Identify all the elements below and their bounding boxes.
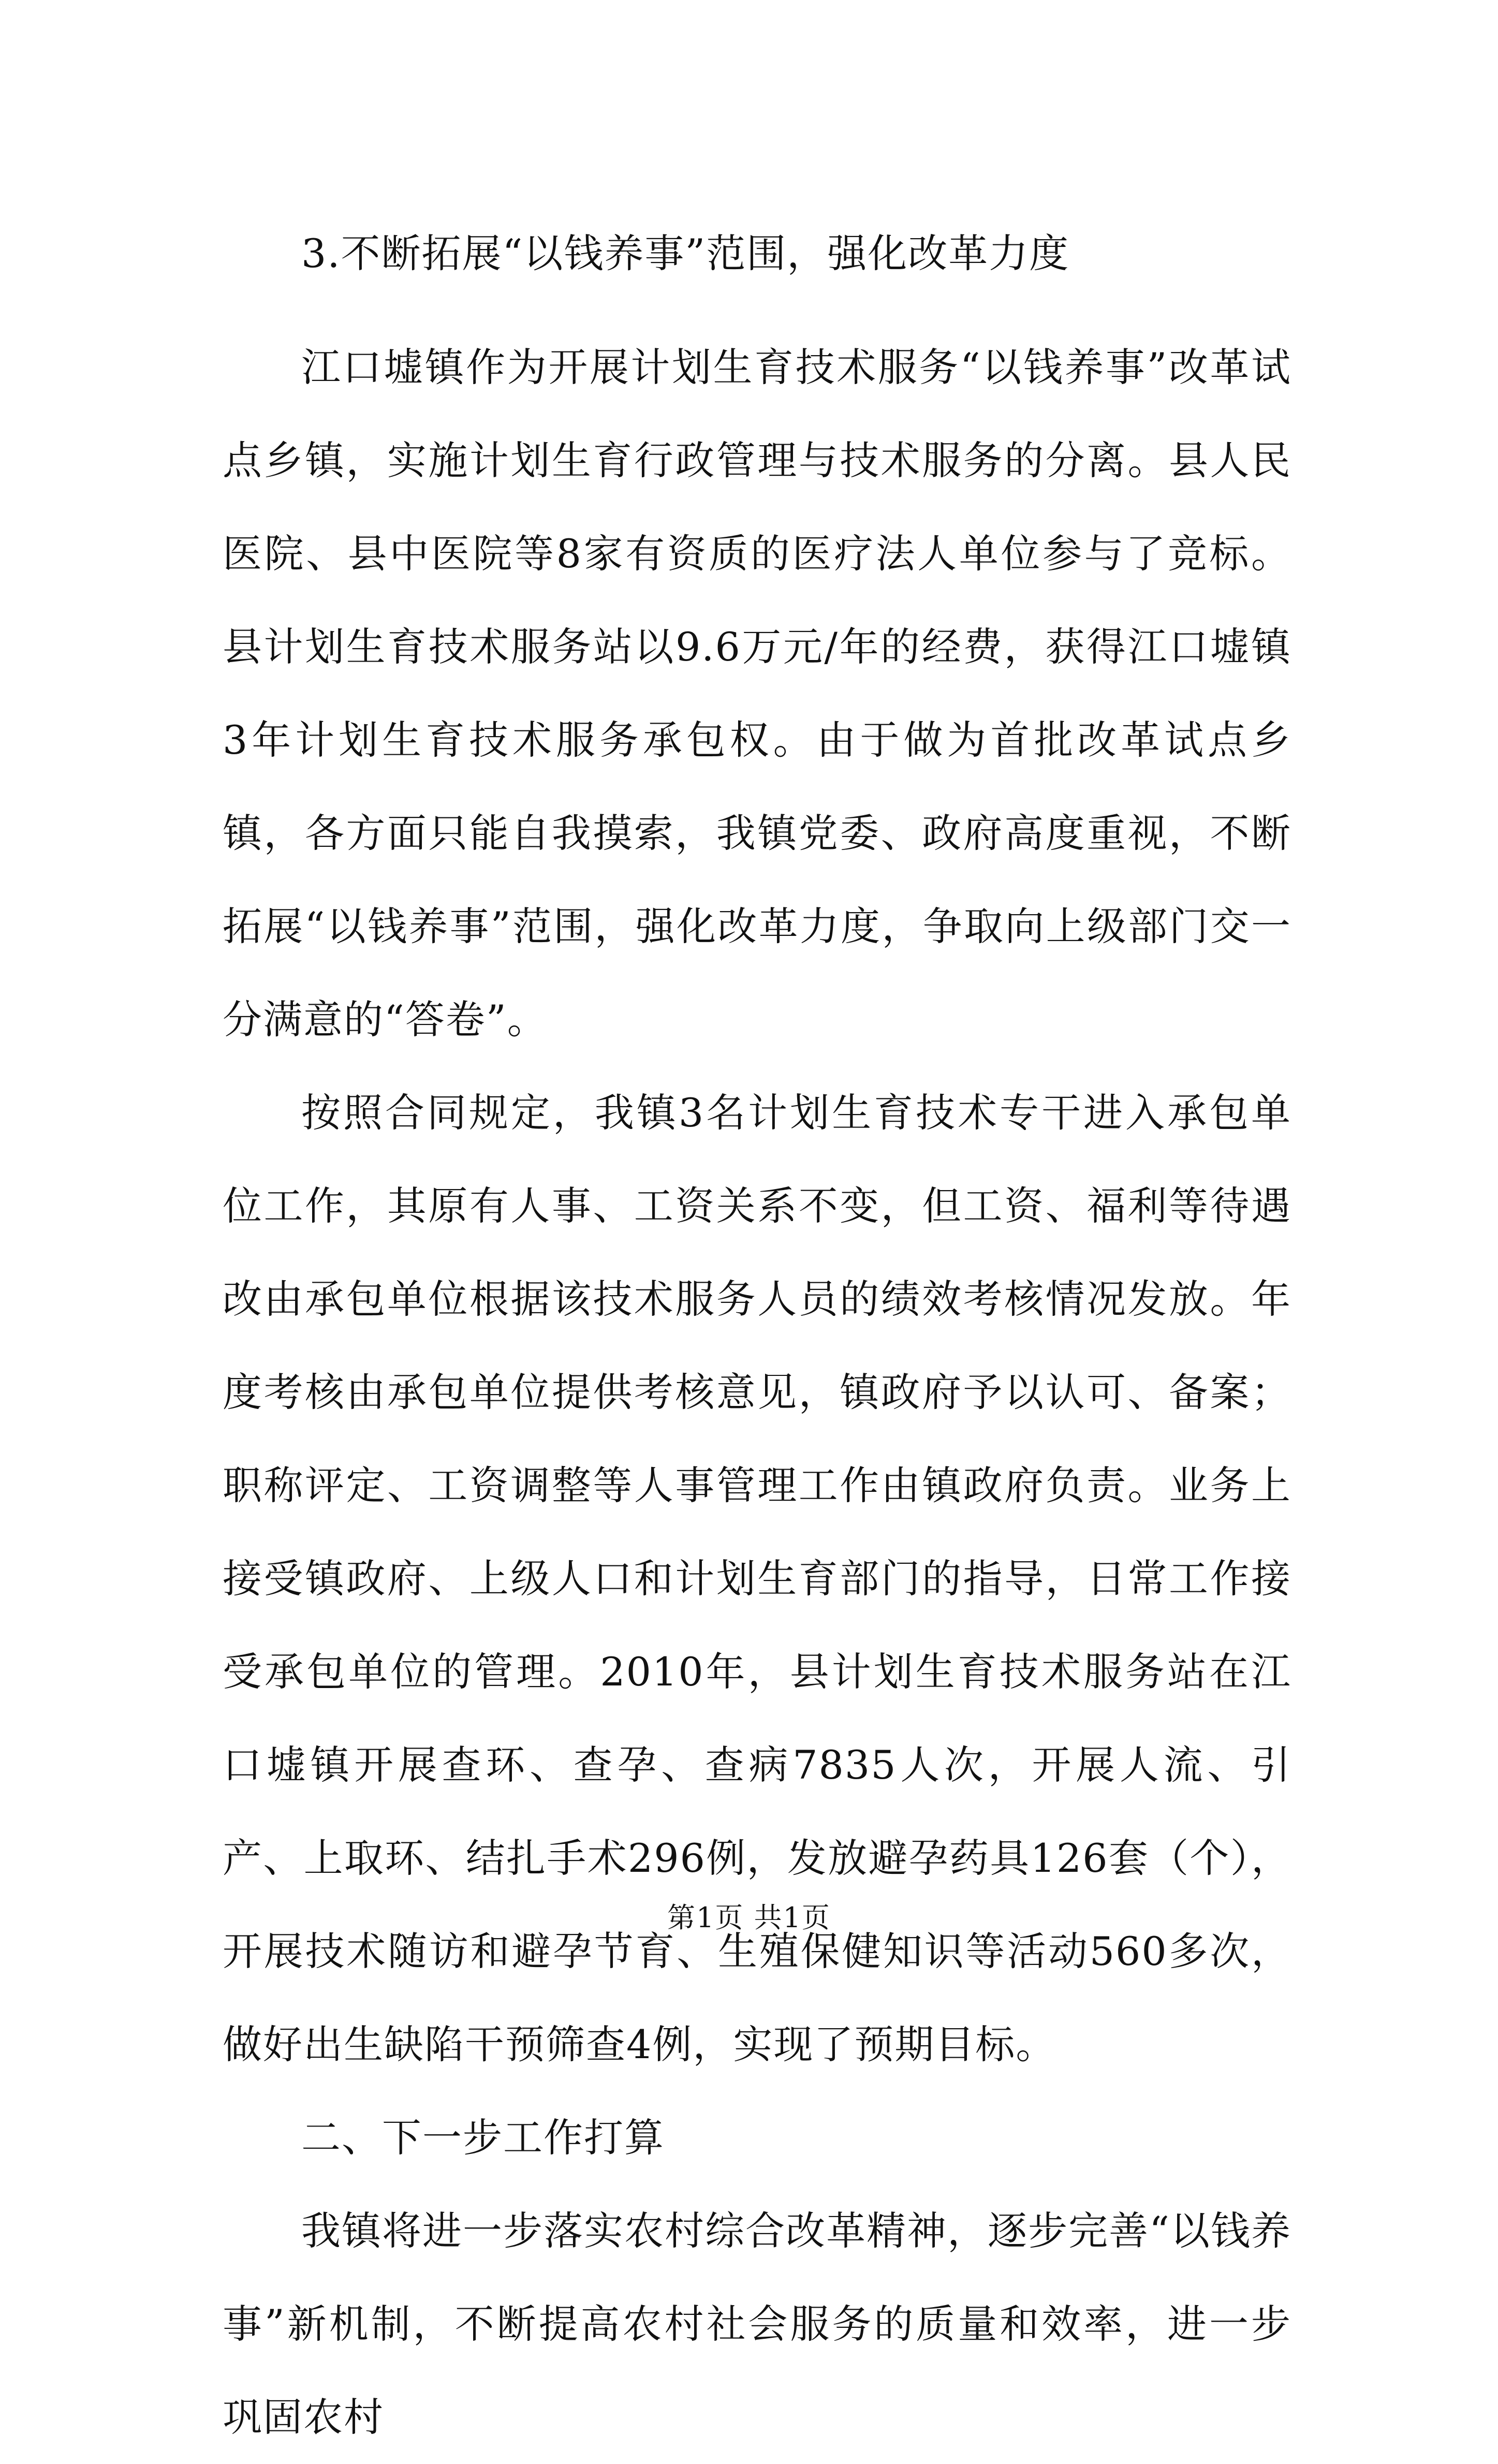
page-footer: 第1页 共1页 (667, 1901, 831, 1934)
paragraph-1: 江口墟镇作为开展计划生育技术服务“以钱养事”改革试点乡镇，实施计划生育行政管理与技术服务的分离。县人民医院、县中医院等8家有资质的医疗法人单位参与了竞标。县计划生育技术服务站以9.6万元/年的经费，获得江口墟镇3年计划生育技术服务承包权。由于做为首批改革试点乡镇，各方面只能自我摸索，我镇党委、政府高度重视，不断拓展“以钱养事”范围，强化改革力度，争取向上级部门交一分满意的“答卷”。 (223, 344, 1291, 1043)
paragraph-2: 按照合同规定，我镇3名计划生育技术专干进入承包单位工作，其原有人事、工资关系不变，但工资、福利等待遇改由承包单位根据该技术服务人员的绩效考核情况发放。年度考核由承包单位提供考核意见，镇政府予以认可、备案；职称评定、工资调整等人事管理工作由镇政府负责。业务上接受镇政府、上级人口和计划生育部门的指导，日常工作接受承包单位的管理。2010年，县计划生育技术服务站在江口墟镇开展查环、查孕、查病7835人次，开展人流、引产、上取环、结扎手术296例，发放避孕药具126套（个），开展技术随访和避孕节育、生殖保健知识等活动560多次，做好出生缺陷干预筛查4例，实现了预期目标。 (223, 1090, 1291, 2067)
paragraph-3: 我镇将进一步落实农村综合改革精神，逐步完善“以钱养事”新机制，不断提高农村社会服务的质量和效率，进一步巩固农村 (223, 2208, 1291, 2440)
section-heading-1: 3.不断拓展“以钱养事”范围，强化改革力度 (301, 230, 1070, 276)
document-body (223, 228, 1291, 2464)
section-heading-2: 二、下一步工作打算 (301, 2115, 665, 2161)
